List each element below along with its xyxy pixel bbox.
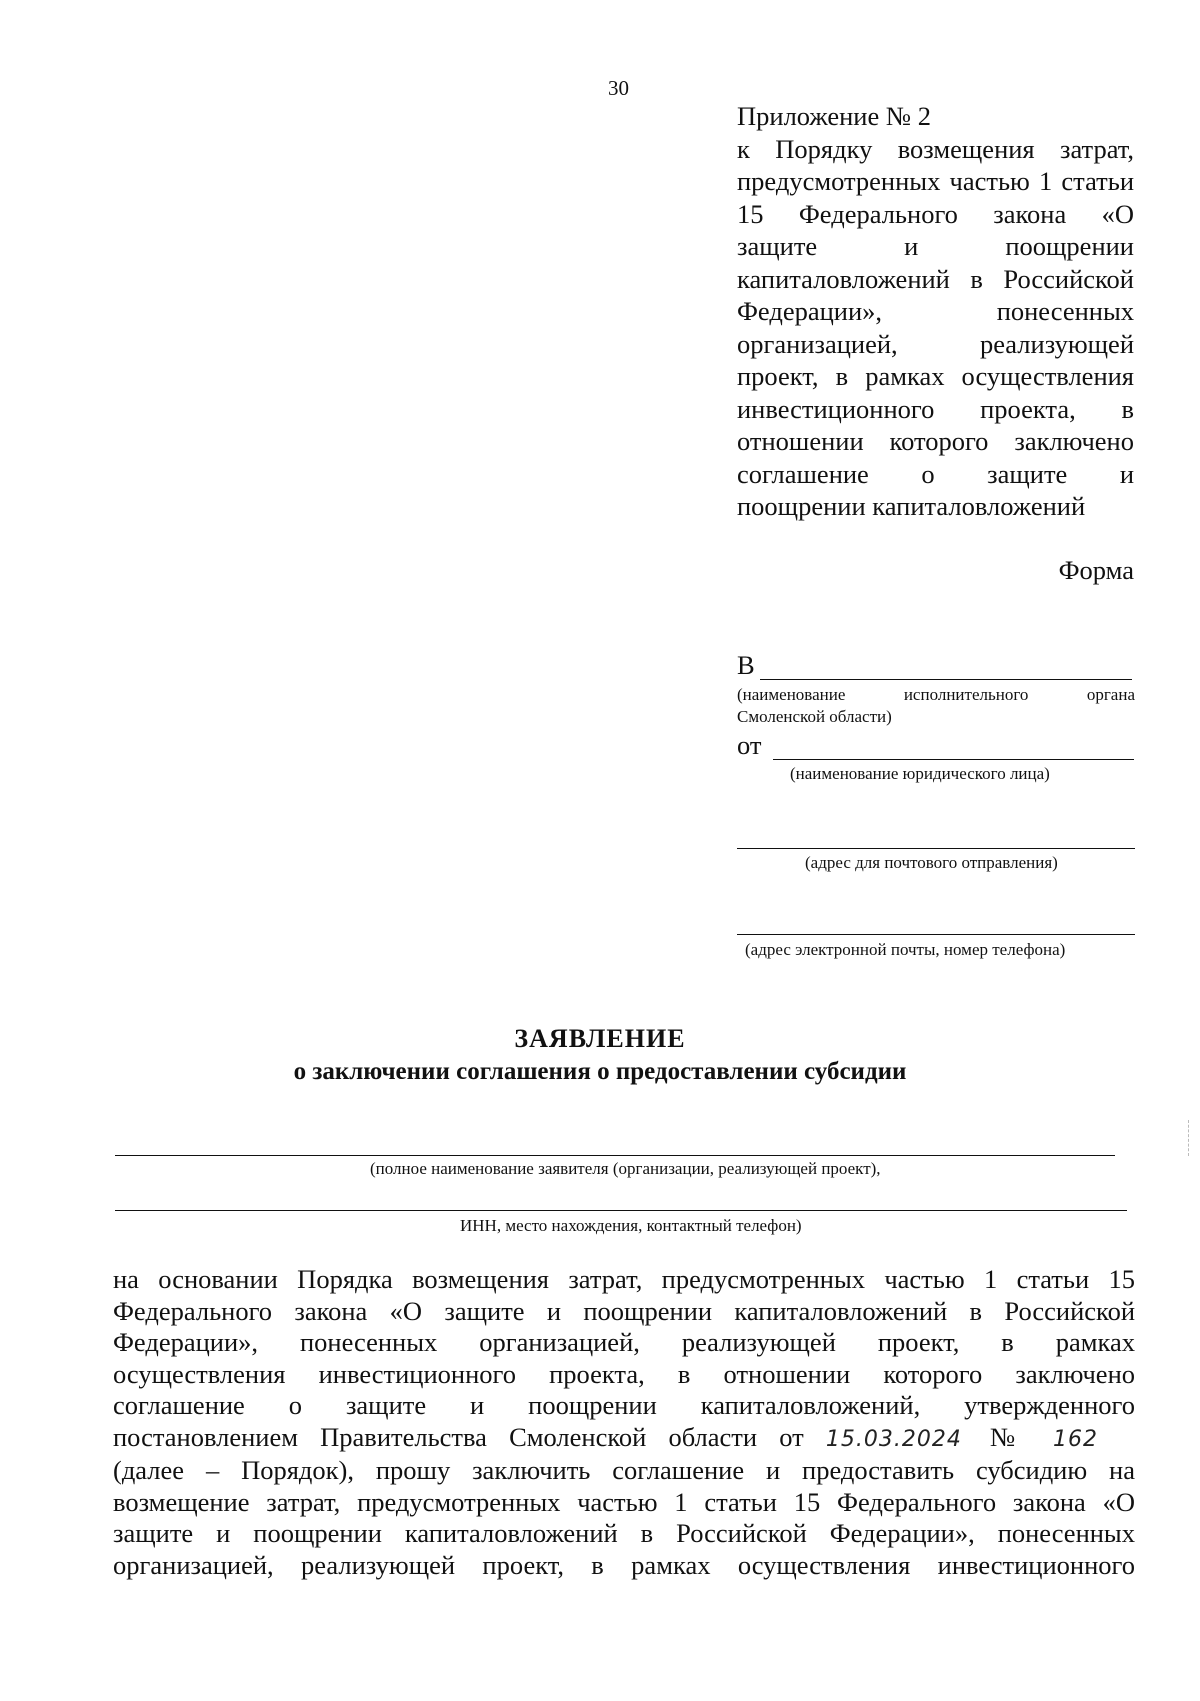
handwritten-number: 162 [1053, 1426, 1099, 1452]
page-number: 30 [608, 76, 629, 100]
body-line-9: защите и поощрении капиталовложений в Российской Федерации», понесенных [113, 1518, 1135, 1548]
appendix-body: к Порядку возмещения затрат, предусмотренных частью 1 статьи 15 Федерального закона «О защите и поощрении капиталовложений в Российской Федерации», понесенных организацией, реализующей проект, в рамках осуществления инвестиционного проекта, в отношении которого заключено соглашение о защите и [737, 133, 1134, 489]
postal-address-caption: (адрес для почтового отправления) [805, 853, 1058, 872]
addressee-from-caption: (наименование юридического лица) [790, 764, 1050, 783]
body-line-4: осуществления инвестиционного проекта, в отношении которого заключено [113, 1358, 1135, 1389]
addressee-in-caption-first: (наименование исполнительного органа [737, 685, 1135, 704]
document-subtitle: о заключении соглашения о предоставлении субсидии [293, 1058, 907, 1085]
body-line-5: соглашение о защите и поощрении капиталовложений, утвержденного [113, 1390, 1135, 1420]
applicant-name-field-line[interactable] [115, 1155, 1115, 1156]
email-phone-caption: (адрес электронной почты, номер телефона) [745, 940, 1066, 959]
addressee-in-caption [737, 684, 1135, 728]
inn-field-line[interactable] [115, 1210, 1127, 1211]
document-title: ЗАЯВЛЕНИЕ [514, 1024, 686, 1053]
addressee-from-label: от [737, 730, 762, 760]
body-line-10: организацией, реализующей проект, в рамках осуществления инвестиционного [113, 1549, 1135, 1580]
scan-artifact [1188, 1120, 1190, 1156]
number-sign: № [990, 1421, 1031, 1452]
body-line-3: Федерации», понесенных организацией, реализующей проект, в рамках [113, 1327, 1135, 1357]
body-line-6-prefix: постановлением Правительства Смоленской области от [113, 1421, 804, 1452]
form-label: Форма [1058, 555, 1134, 585]
applicant-name-caption: (полное наименование заявителя (организации, реализующей проект), [370, 1159, 881, 1178]
application-body [113, 1264, 1135, 1581]
postal-address-field-line[interactable] [737, 848, 1135, 849]
email-phone-field-line[interactable] [737, 934, 1135, 935]
inn-caption: ИНН, место нахождения, контактный телефон) [460, 1216, 802, 1235]
appendix-last-line: поощрении капиталовложений [737, 491, 1086, 521]
addressee-in-caption-second: Смоленской области) [737, 707, 892, 726]
appendix-header [737, 100, 1134, 523]
body-line-6 [113, 1422, 1135, 1456]
addressee-from-field-line[interactable] [773, 759, 1134, 760]
body-line-2: Федерального закона «О защите и поощрении капиталовложений в Российской [113, 1295, 1135, 1326]
body-line-7: (далее – Порядок), прошу заключить соглашение и предоставить субсидию на [113, 1455, 1135, 1485]
body-line-1: на основании Порядка возмещения затрат, предусмотренных частью 1 статьи 15 [113, 1264, 1135, 1294]
handwritten-date: 15.03.2024 [825, 1426, 962, 1452]
appendix-title: Приложение № 2 [737, 101, 932, 131]
addressee-in-label: В [737, 650, 755, 680]
addressee-in-field-line[interactable] [760, 679, 1132, 680]
body-line-8: возмещение затрат, предусмотренных частью 1 статьи 15 Федерального закона «О [113, 1486, 1135, 1517]
